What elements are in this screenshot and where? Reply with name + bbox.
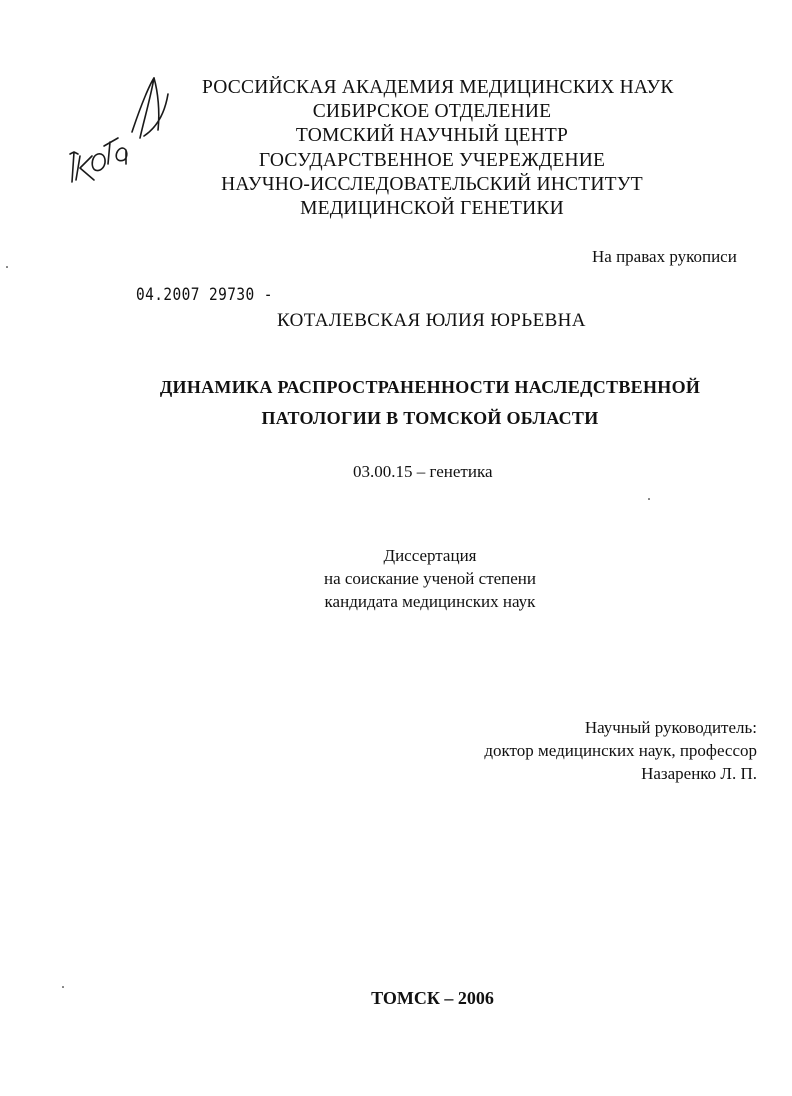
degree-line: кандидата медицинских наук bbox=[324, 592, 536, 611]
dissertation-title bbox=[110, 372, 750, 434]
scan-speck bbox=[62, 986, 64, 988]
institution-line: ТОМСКИЙ НАУЧНЫЙ ЦЕНТР bbox=[295, 125, 569, 147]
author-name: КОТАЛЕВСКАЯ ЮЛИЯ ЮРЬЕВНА bbox=[277, 310, 586, 331]
institution-line: НАУЧНО-ИССЛЕДОВАТЕЛЬСКИЙ ИНСТИТУТ bbox=[221, 173, 643, 195]
scan-speck bbox=[6, 266, 8, 268]
handwritten-signature bbox=[58, 72, 173, 197]
specialty-code: 03.00.15 – генетика bbox=[353, 462, 493, 481]
scan-speck bbox=[648, 498, 650, 500]
institution-line: РОССИЙСКАЯ АКАДЕМИЯ МЕДИЦИНСКИХ НАУК bbox=[202, 77, 674, 98]
manuscript-note: На правах рукописи bbox=[592, 247, 737, 266]
supervisor-line: доктор медицинских наук, профессор bbox=[484, 741, 757, 760]
title-line: ДИНАМИКА РАСПРОСТРАНЕННОСТИ НАСЛЕДСТВЕННОЙ bbox=[159, 377, 701, 397]
institution-line: МЕДИЦИНСКОЙ ГЕНЕТИКИ bbox=[300, 198, 564, 220]
institution-line: ГОСУДАРСТВЕННОЕ УЧЕРЕЖДЕНИЕ bbox=[258, 149, 606, 171]
degree-statement bbox=[280, 544, 580, 613]
institution-line: СИБИРСКОЕ ОТДЕЛЕНИЕ bbox=[312, 101, 552, 123]
scientific-supervisor bbox=[420, 716, 757, 785]
supervisor-line: Научный руководитель: bbox=[584, 718, 757, 737]
institution-header bbox=[202, 76, 674, 221]
supervisor-line: Назаренко Л. П. bbox=[641, 764, 757, 783]
city-year: ТОМСК – 2006 bbox=[371, 988, 494, 1008]
degree-line: Диссертация bbox=[383, 546, 477, 565]
registration-number: 04.2007 29730 - bbox=[136, 285, 273, 305]
title-line: ПАТОЛОГИИ В ТОМСКОЙ ОБЛАСТИ bbox=[261, 408, 599, 428]
degree-line: на соискание ученой степени bbox=[323, 569, 537, 588]
